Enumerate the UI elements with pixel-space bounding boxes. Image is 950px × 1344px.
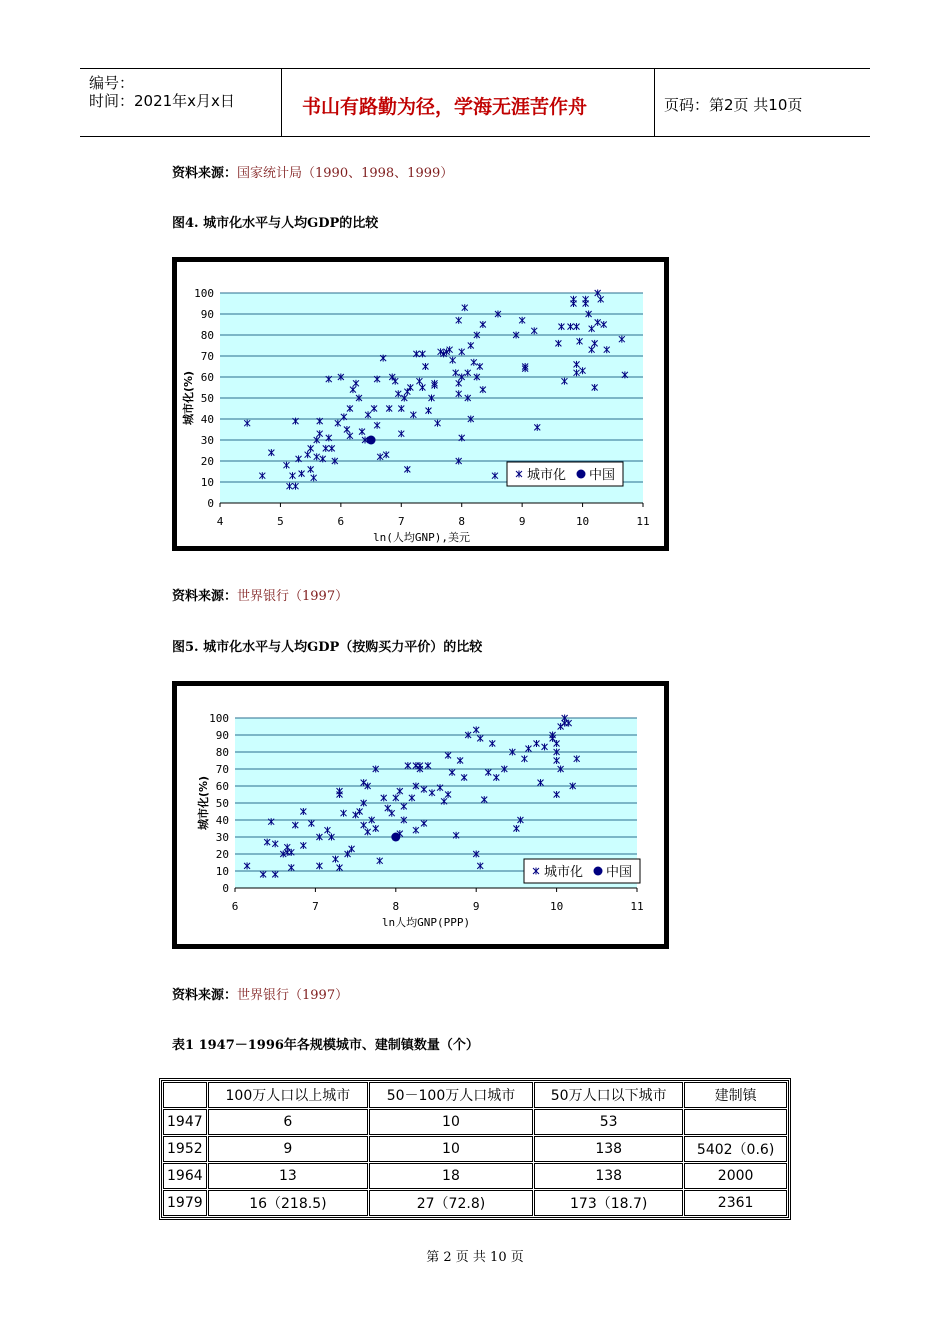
x-tick-label: 7: [397, 515, 405, 528]
table-cell: 2000: [684, 1163, 787, 1189]
y-tick-label: 100: [209, 712, 229, 725]
y-axis-label: 城市化(%): [197, 775, 210, 831]
y-tick-label: 100: [194, 287, 214, 300]
table-cell: 6: [208, 1109, 368, 1135]
y-tick-label: 0: [207, 497, 214, 510]
y-tick-label: 30: [215, 831, 229, 844]
y-tick-label: 80: [215, 746, 229, 759]
source-value: 世界银行（1997）: [237, 589, 349, 604]
source-label: 资料来源：: [172, 589, 238, 604]
source-line-3: [172, 984, 348, 1003]
table-cell: 173（18.7): [534, 1190, 683, 1216]
y-tick-label: 60: [215, 780, 229, 793]
y-tick-label: 50: [215, 797, 229, 810]
x-tick-label: 11: [630, 900, 644, 913]
x-tick-label: 9: [472, 900, 480, 913]
table-1-caption: 表1 1947－1996年各规模城市、建制镇数量（个）: [172, 1038, 479, 1053]
table-cell-year: 1979: [163, 1190, 207, 1216]
x-tick-label: 11: [636, 515, 650, 528]
table-cell: 5402（0.6): [684, 1136, 787, 1162]
x-tick-label: 8: [392, 900, 400, 913]
y-tick-label: 40: [200, 413, 214, 426]
x-tick-label: 10: [549, 900, 564, 913]
source-line-1: [172, 162, 453, 181]
y-tick-label: 70: [200, 350, 214, 363]
x-tick-label: 5: [277, 515, 284, 528]
table-header-cell: 建制镇: [684, 1082, 787, 1108]
y-tick-label: 60: [200, 371, 214, 384]
x-tick-label: 6: [231, 900, 239, 913]
header-divider-right: [654, 68, 655, 136]
china-point: [367, 436, 376, 445]
table-header-cell: 50万人口以下城市: [534, 1082, 683, 1108]
x-tick-label: 9: [518, 515, 526, 528]
table-cell-year: 1964: [163, 1163, 207, 1189]
y-tick-label: 30: [200, 434, 214, 447]
table-header-cell: 50－100万人口城市: [369, 1082, 533, 1108]
table-row: [163, 1109, 787, 1135]
header-divider-left: [281, 68, 282, 136]
source-value: 国家统计局（1990、1998、1999）: [237, 166, 454, 181]
legend-marker-dot: [577, 470, 586, 479]
header-number: 编号：: [89, 74, 135, 92]
x-tick-label: 10: [575, 515, 590, 528]
header-bottom-rule: [80, 136, 870, 137]
table-cell: 10: [369, 1109, 533, 1135]
x-tick-label: 8: [458, 515, 466, 528]
source-label: 资料来源：: [172, 988, 238, 1003]
figure-4-chart: [177, 262, 664, 546]
table-header-cell: 100万人口以上城市: [208, 1082, 368, 1108]
header-motto: 书山有路勤为径，学海无涯苦作舟: [302, 96, 588, 118]
figure-4-frame: [172, 257, 669, 551]
legend-label: 城市化: [527, 468, 567, 483]
legend-label: 中国: [606, 865, 633, 880]
table-header-cell: [163, 1082, 207, 1108]
y-tick-label: 90: [215, 729, 229, 742]
table-cell: [684, 1109, 787, 1135]
page-footer: 第 2 页 共 10 页: [426, 1250, 524, 1265]
table-cell: 13: [208, 1163, 368, 1189]
legend-label: 城市化: [544, 865, 584, 880]
table-cell: 16（218.5): [208, 1190, 368, 1216]
table-cell-year: 1952: [163, 1136, 207, 1162]
figure-4-caption: 图4. 城市化水平与人均GDP的比较: [172, 216, 379, 231]
table-cell: 27（72.8): [369, 1190, 533, 1216]
legend-marker-dot: [594, 867, 603, 876]
table-row: [163, 1136, 787, 1162]
table-cell: 18: [369, 1163, 533, 1189]
china-point: [391, 833, 400, 842]
x-tick-label: 7: [312, 900, 319, 913]
table-cell: 138: [534, 1136, 683, 1162]
y-tick-label: 40: [215, 814, 229, 827]
source-label: 资料来源：: [172, 166, 238, 181]
legend-label: 中国: [589, 468, 616, 483]
figure-5-caption: 图5. 城市化水平与人均GDP（按购买力平价）的比较: [172, 640, 483, 655]
y-tick-label: 20: [200, 455, 214, 468]
table-cell: 138: [534, 1163, 683, 1189]
y-tick-label: 20: [215, 848, 229, 861]
x-axis-label: ln(人均GNP),美元: [373, 531, 470, 544]
table-cell: 53: [534, 1109, 683, 1135]
table-cell: 9: [208, 1136, 368, 1162]
y-tick-label: 10: [200, 476, 214, 489]
y-axis-label: 城市化(%): [182, 370, 195, 426]
y-tick-label: 50: [200, 392, 214, 405]
y-tick-label: 0: [222, 882, 229, 895]
header-time: 时间：2021年x月x日: [89, 92, 235, 110]
source-line-2: [172, 585, 348, 604]
x-tick-label: 4: [216, 515, 224, 528]
table-row: [163, 1190, 787, 1216]
y-tick-label: 90: [200, 308, 214, 321]
table-cell-year: 1947: [163, 1109, 207, 1135]
table-cell: 2361: [684, 1190, 787, 1216]
x-tick-label: 6: [337, 515, 345, 528]
figure-5-chart: [177, 686, 664, 944]
figure-5-frame: [172, 681, 669, 949]
source-value: 世界银行（1997）: [237, 988, 349, 1003]
x-axis-label: ln人均GNP(PPP): [381, 916, 471, 929]
y-tick-label: 80: [200, 329, 214, 342]
y-tick-label: 10: [215, 865, 229, 878]
table-cell: 10: [369, 1136, 533, 1162]
header-top-rule: [80, 68, 870, 69]
y-tick-label: 70: [215, 763, 229, 776]
table-row: [163, 1163, 787, 1189]
table-1: [159, 1078, 791, 1220]
table-header-row: [163, 1082, 787, 1108]
header-page-number: 页码：第2页 共10页: [664, 96, 803, 114]
